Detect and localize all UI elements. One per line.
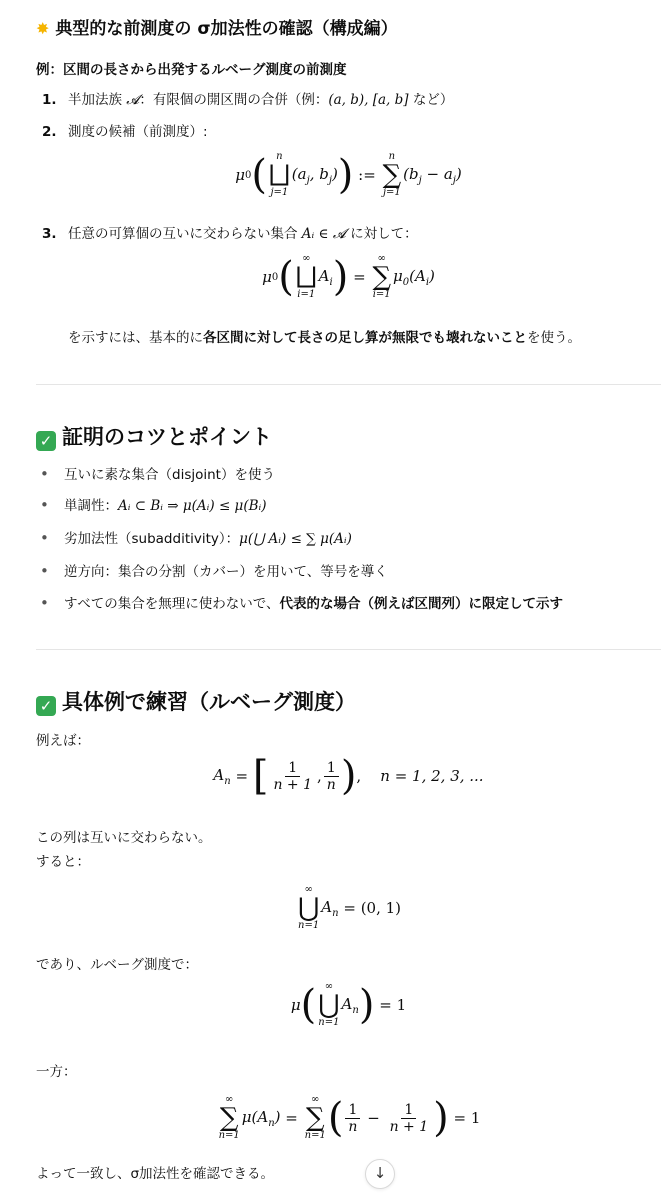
list-text: 半加法族	[68, 92, 127, 108]
bullet-text: 劣加法性（subadditivity）：	[64, 531, 240, 547]
conclusion-line	[68, 326, 581, 346]
section1-heading	[36, 14, 398, 39]
check-icon: ✓	[36, 696, 56, 716]
section1-title: 典型的な前測度の σ加法性の確認（構成編）	[55, 19, 398, 39]
emphasis: 代表的な場合（例えば区間列）に限定して示す	[279, 596, 563, 612]
disjoint-text: この列は互いに交わらない。	[36, 830, 212, 846]
bullet-item	[40, 463, 275, 483]
bullet-text: 逆方向：集合の分割（カバー）を用いて、等号を導く	[64, 564, 388, 580]
list-text: に対して：	[345, 226, 418, 242]
text: を示すには、基本的に	[68, 330, 203, 346]
list-num: 3.	[42, 226, 57, 242]
bullet-text: すべての集合を無理に使わないで、	[64, 596, 280, 612]
bullet-dot: •	[40, 496, 49, 514]
math-inline: μ(⋃ Aᵢ) ≤ ∑ μ(Aᵢ)	[239, 531, 352, 547]
bullet-item	[40, 560, 388, 580]
section2-title: 証明のコツとポイント	[62, 425, 272, 449]
emphasis: 各区間に対して長さの足し算が無限でも壊れないこと	[203, 330, 527, 346]
divider	[36, 649, 661, 650]
lebesgue-text: であり、ルベーグ測度で：	[36, 957, 198, 973]
section3-heading	[36, 686, 356, 716]
equation-measure: μ ( ∞ ⋃ n=1 $A_n$ ) = 1	[290, 981, 407, 1028]
bullet-item	[40, 527, 352, 547]
list-item-3	[42, 222, 418, 242]
equation-premeasure: μ 0 ( n ⨆ j=1 ($a_j$, $b_j$) ) := n ∑ j=1 $(b_j - a_j)$	[235, 151, 462, 198]
math-inline: 𝓐	[126, 92, 140, 108]
bullet-item	[40, 592, 563, 612]
equation-sum: ∞ ∑ n=1 $\mu(A_n)$ = ∞ ∑ n=1 ( $\frac{1}{n}$ − $\frac{1}{n + 1}$ ) = 1	[218, 1094, 481, 1141]
section2-heading	[36, 421, 272, 451]
math-inline: (a, b), [a, b]	[328, 92, 409, 108]
check-icon: ✓	[36, 431, 56, 451]
bullet-dot: •	[40, 594, 49, 612]
list-num: 2.	[42, 124, 57, 140]
math-inline: Aᵢ ⊂ Bᵢ ⇒ μ(Aᵢ) ≤ μ(Bᵢ)	[118, 498, 267, 514]
arrow-down-icon: ↓	[373, 1164, 387, 1182]
union-result: = (0, 1)	[343, 899, 402, 917]
intro-text: 例えば：	[36, 733, 90, 749]
list-text: など）	[408, 92, 454, 108]
equation-union: ∞ ⋃ n=1 $A_n$ = (0, 1)	[297, 884, 402, 931]
list-text: ：有限個の開区間の合併（例：	[139, 92, 329, 108]
divider	[36, 384, 661, 385]
bullet-text: 単調性：	[64, 498, 118, 514]
list-text: 任意の可算個の互いに交わらない集合	[68, 226, 302, 242]
sparkle-icon: ✸	[36, 19, 50, 38]
other-text: 一方：	[36, 1064, 77, 1080]
final-text: よって一致し、σ加法性を確認できる。	[36, 1166, 275, 1182]
sum-result: = 1	[453, 1109, 481, 1127]
math-inline: Aᵢ ∈ 𝓐	[301, 226, 346, 242]
bullet-dot: •	[40, 562, 49, 580]
scroll-to-bottom-button[interactable]	[365, 1159, 395, 1189]
list-item-2	[42, 120, 208, 140]
then-text: すると：	[36, 854, 90, 870]
bullet-dot: •	[40, 465, 49, 483]
measure-result: = 1	[379, 996, 407, 1014]
bullet-text: 互いに素な集合（disjoint）を使う	[64, 467, 275, 483]
list-text: 測度の候補（前測度）:	[68, 124, 208, 140]
list-item-1	[42, 88, 453, 108]
text: を使う。	[527, 330, 581, 346]
section3-title: 具体例で練習（ルベーグ測度）	[62, 690, 356, 714]
example-label: 例：区間の長さから出発するルベーグ測度の前測度	[36, 62, 347, 78]
equation-an: $A_n$ = [ $\frac{1}{n + 1}$ , $\frac{1}{n}$ ) , n = 1, 2, 3, ...	[213, 753, 484, 799]
equation-sigma-additivity: μ 0 ( ∞ ⨆ i=1 $A_i$ ) = ∞ ∑ i=1 $\mu_0(A_i)$	[262, 253, 435, 300]
index-range: n = 1, 2, 3, ...	[380, 767, 484, 785]
list-num: 1.	[42, 92, 57, 108]
bullet-item	[40, 494, 267, 514]
bullet-dot: •	[40, 529, 49, 547]
